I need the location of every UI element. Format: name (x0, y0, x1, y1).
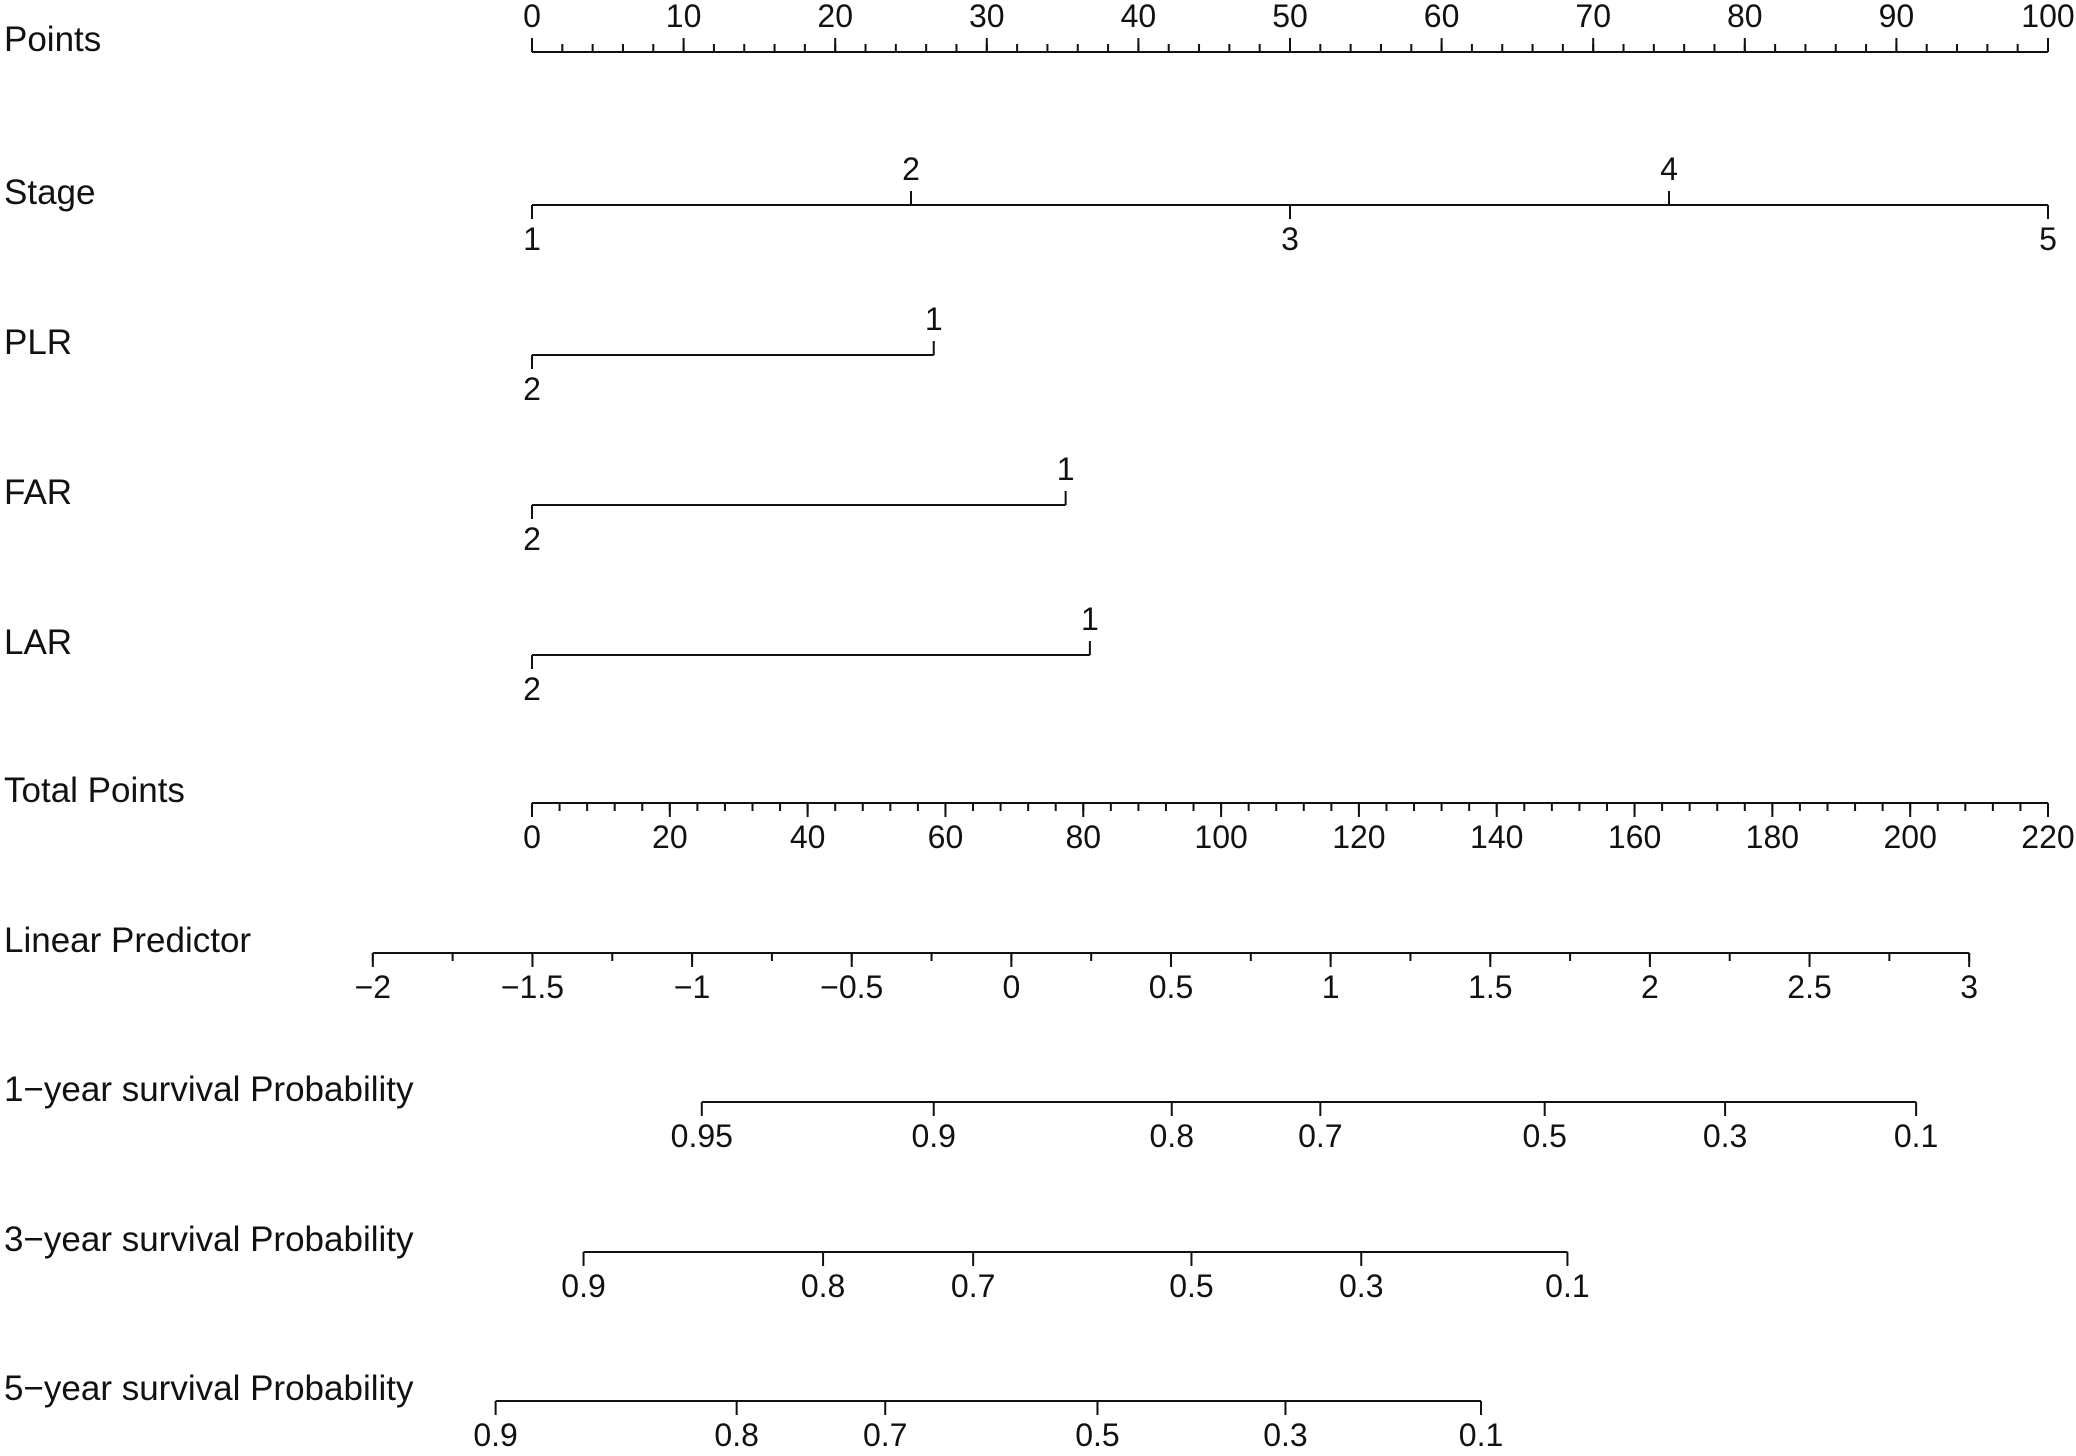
total_points-tick-label: 40 (789, 819, 826, 855)
surv_3y-row-label: 3−year survival Probability (4, 1220, 414, 1259)
total_points-tick-label: 120 (1332, 819, 1386, 855)
surv_3y-tick-label: 0.7 (950, 1268, 996, 1304)
surv_3y-tick-label: 0.5 (1169, 1268, 1214, 1304)
lar-level-label: 1 (1080, 601, 1099, 637)
linear_predictor-tick-label: 2 (1641, 969, 1659, 1005)
total_points-tick-label: 60 (927, 819, 964, 855)
points-tick-label: 20 (817, 0, 853, 34)
stage-level-label: 4 (1660, 151, 1678, 187)
linear_predictor-tick-label: 0 (1002, 969, 1021, 1005)
surv_1y-tick-label: 0.95 (670, 1118, 733, 1154)
linear_predictor-tick-label: 0.5 (1148, 969, 1194, 1005)
linear_predictor-tick-label: 3 (1960, 969, 1979, 1005)
linear_predictor-tick-label: 2.5 (1787, 969, 1832, 1005)
total_points-tick-label: 100 (1194, 819, 1248, 855)
surv_1y-tick-label: 0.8 (1149, 1118, 1194, 1154)
surv_5y-row-label: 5−year survival Probability (4, 1369, 414, 1408)
surv_1y-row-label: 1−year survival Probability (4, 1070, 414, 1109)
surv_3y-tick-label: 0.3 (1339, 1268, 1384, 1304)
stage-level-label: 3 (1281, 221, 1299, 257)
linear_predictor-tick-label: −1 (673, 969, 711, 1005)
surv_3y-tick-label: 0.9 (561, 1268, 606, 1304)
surv_1y-tick-label: 0.9 (911, 1118, 956, 1154)
total_points-tick-label: 140 (1470, 819, 1524, 855)
points-tick-label: 30 (969, 0, 1005, 34)
surv_1y-tick-label: 0.1 (1893, 1118, 1939, 1154)
points-tick-label: 50 (1272, 0, 1308, 34)
surv_5y-tick-label: 0.7 (862, 1417, 908, 1453)
points-tick-label: 100 (2021, 0, 2075, 34)
total_points-tick-label: 180 (1745, 819, 1800, 855)
surv_5y-tick-label: 0.5 (1075, 1417, 1120, 1453)
linear_predictor-tick-label: −2 (354, 969, 392, 1005)
plr-level-label: 2 (523, 371, 541, 407)
points-tick-label: 60 (1423, 0, 1460, 34)
surv_1y-tick-label: 0.7 (1298, 1118, 1343, 1154)
surv_5y-tick-label: 0.1 (1458, 1417, 1504, 1453)
points-row-label: Points (4, 20, 102, 59)
linear_predictor-tick-label: −1.5 (500, 969, 565, 1005)
points-tick-label: 0 (523, 0, 541, 34)
surv_3y-tick-label: 0.8 (800, 1268, 846, 1304)
points-tick-label: 80 (1727, 0, 1763, 34)
total_points-tick-label: 220 (2021, 819, 2075, 855)
total_points-tick-label: 160 (1607, 819, 1662, 855)
linear_predictor-tick-label: −0.5 (820, 969, 884, 1005)
total_points-tick-label: 200 (1883, 819, 1937, 855)
surv_5y-tick-label: 0.8 (714, 1417, 759, 1453)
far-level-label: 2 (523, 521, 541, 557)
total_points-tick-label: 20 (652, 819, 688, 855)
surv_3y-tick-label: 0.1 (1545, 1268, 1590, 1304)
far-row-label: FAR (4, 473, 73, 512)
total_points-tick-label: 80 (1065, 819, 1102, 855)
total_points-row-label: Total Points (4, 771, 185, 810)
points-tick-label: 70 (1575, 0, 1611, 34)
plr-level-label: 1 (924, 301, 943, 337)
points-tick-label: 90 (1878, 0, 1915, 34)
surv_1y-tick-label: 0.3 (1702, 1118, 1748, 1154)
stage-row-label: Stage (4, 173, 96, 212)
total_points-tick-label: 0 (523, 819, 541, 855)
surv_5y-tick-label: 0.3 (1263, 1417, 1308, 1453)
stage-level-label: 1 (523, 221, 541, 257)
points-tick-label: 40 (1120, 0, 1157, 34)
stage-level-label: 2 (902, 151, 920, 187)
lar-row-label: LAR (4, 623, 73, 662)
plr-row-label: PLR (4, 323, 73, 362)
linear_predictor-tick-label: 1 (1321, 969, 1340, 1005)
stage-level-label: 5 (2039, 221, 2057, 257)
lar-level-label: 2 (523, 671, 541, 707)
linear_predictor-row-label: Linear Predictor (4, 921, 252, 960)
linear_predictor-tick-label: 1.5 (1468, 969, 1513, 1005)
surv_1y-tick-label: 0.5 (1522, 1118, 1567, 1154)
points-tick-label: 10 (665, 0, 702, 34)
far-level-label: 1 (1056, 451, 1075, 487)
surv_5y-tick-label: 0.9 (473, 1417, 518, 1453)
